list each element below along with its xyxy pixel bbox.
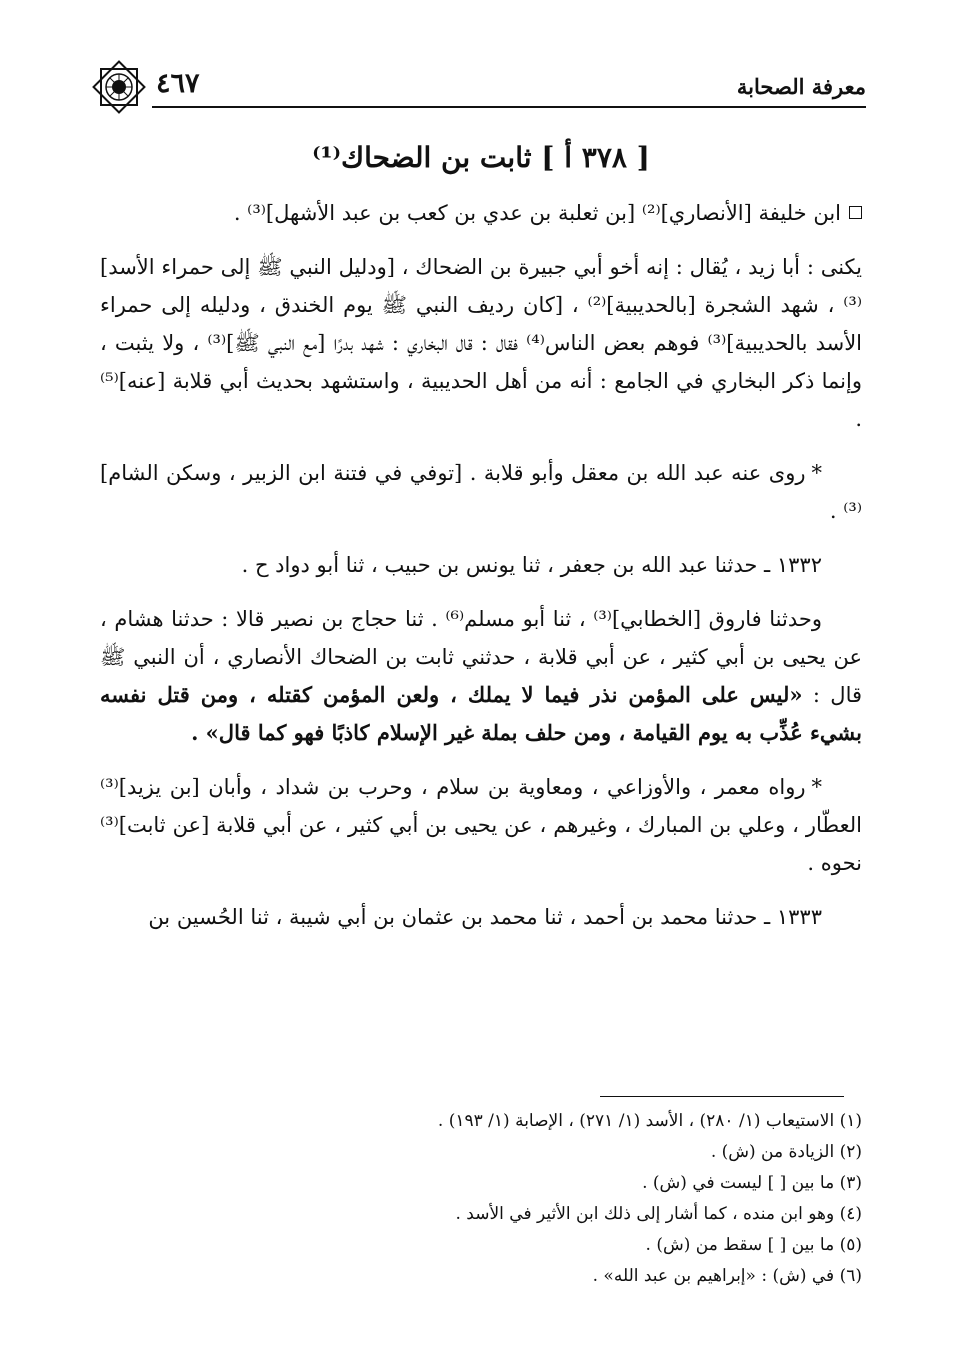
narrators-text: روى عنه عبد الله بن معقل وأبو قلابة . [توفي في فتنة ابن الزبير ، وسكن الشام]⁽³⁾ . (100, 461, 862, 523)
footnote: (٣) ما بين [ ] ليست في (ش) . (642, 1173, 862, 1193)
page-header (92, 62, 866, 110)
transmission-text: رواه معمر ، والأوزاعي ، ومعاوية بن سلام ، وحرب بن شداد ، وأبان [بن يزيد]⁽³⁾ العطّار ، وعلي بن المبارك ، وغيرهم ، عن يحيى بن أبي كثير ، عن أبي قلابة [عن ثابت]⁽³⁾ نحوه . (100, 775, 862, 875)
footnote: (٤) وهو ابن منده ، كما أشار إلى ذلك ابن الأثير في الأسد . (455, 1204, 862, 1224)
footnotes-rule (600, 1096, 844, 1097)
hadith-1332-isnad: وحدثنا فاروق [الخطابي]⁽³⁾ ، ثنا أبو مسلم⁽⁶⁾ . ثنا حجاج بن نصير قالا : حدثنا هشام ، عن يحيى بن أبي كثير ، عن أبي قلابة ، حدثني ثابت بن الضحاك الأنصاري ، أن النبي ﷺ قال : (100, 607, 863, 707)
square-bullet-icon (849, 206, 862, 219)
page-number: ٤٦٧ (156, 68, 200, 99)
footnotes (100, 1106, 862, 1292)
entry-title: [ ٣٧٨ أ ] ثابت بن الضحاك⁽¹⁾ (312, 141, 650, 174)
octagram-ornament-icon (90, 58, 148, 116)
footnote: (٢) الزيادة من (ش) . (710, 1142, 862, 1162)
lineage-paragraph (100, 194, 862, 232)
asterisk-icon: * (811, 775, 822, 799)
hadith-1333-paragraph: ١٣٣٣ ـ حدثنا محمد بن أحمد ، ثنا محمد بن عثمان بن أبي شيبة ، ثنا الحُسين بن (148, 905, 822, 929)
footnote: (٥) ما بين [ ] سقط من (ش) . (645, 1235, 862, 1255)
biography-paragraph: يكنى : أبا زيد ، يُقال : إنه أخو أبي جبيرة بن الضحاك ، [ودليل النبي ﷺ إلى حمراء الأسد]⁽³⁾ ، شهد الشجرة [بالحديبية]⁽²⁾ ، [كان رديف النبي ﷺ يوم الخندق ، ودليله إلى حمراء الأسد بالحديبية]⁽³⁾ فوهم بعض الناس⁽⁴⁾ فقال : قال البخاري : شهد بدرًا [مع النبي ﷺ]⁽³⁾ ، ولا يثبت ، وإنما ذكر البخاري في الجامع : أنه من أهل الحديبية ، واستشهد بحديث أبي قلابة [عنه]⁽⁵⁾ . (100, 255, 863, 431)
footnote: (١) الاستيعاب (١/ ٢٨٠) ، الأسد (١/ ٢٧١) ، الإصابة (١/ ١٩٣) . (437, 1111, 862, 1131)
asterisk-icon: * (811, 461, 822, 485)
transmission-paragraph (100, 768, 862, 882)
hadith-1332-chain-b (100, 600, 862, 752)
hadith-1332-chain-a: ١٣٣٢ ـ حدثنا عبد الله بن جعفر ، ثنا يونس بن حبيب ، ثنا أبو دواد ح . (241, 553, 822, 577)
running-title: معرفة الصحابة (736, 74, 866, 99)
narrators-paragraph (100, 454, 862, 530)
header-rule (152, 106, 866, 108)
lineage-text: ابن خليفة [الأنصاري]⁽²⁾ [بن ثعلبة بن عدي بن كعب بن عبد الأشهل]⁽³⁾ . (233, 201, 841, 225)
hadith-1332-text: «ليس على المؤمن نذر فيما لا يملك ، ولعن المؤمن كقتله ، ومن قتل نفسه بشيء عُذِّب به يوم القيامة ، ومن حلف بملة غير الإسلام كاذبًا فهو كما قال» . (100, 682, 862, 745)
footnote: (٦) في (ش) : «إبراهيم بن عبد الله» . (592, 1266, 862, 1286)
page-body (100, 138, 862, 952)
